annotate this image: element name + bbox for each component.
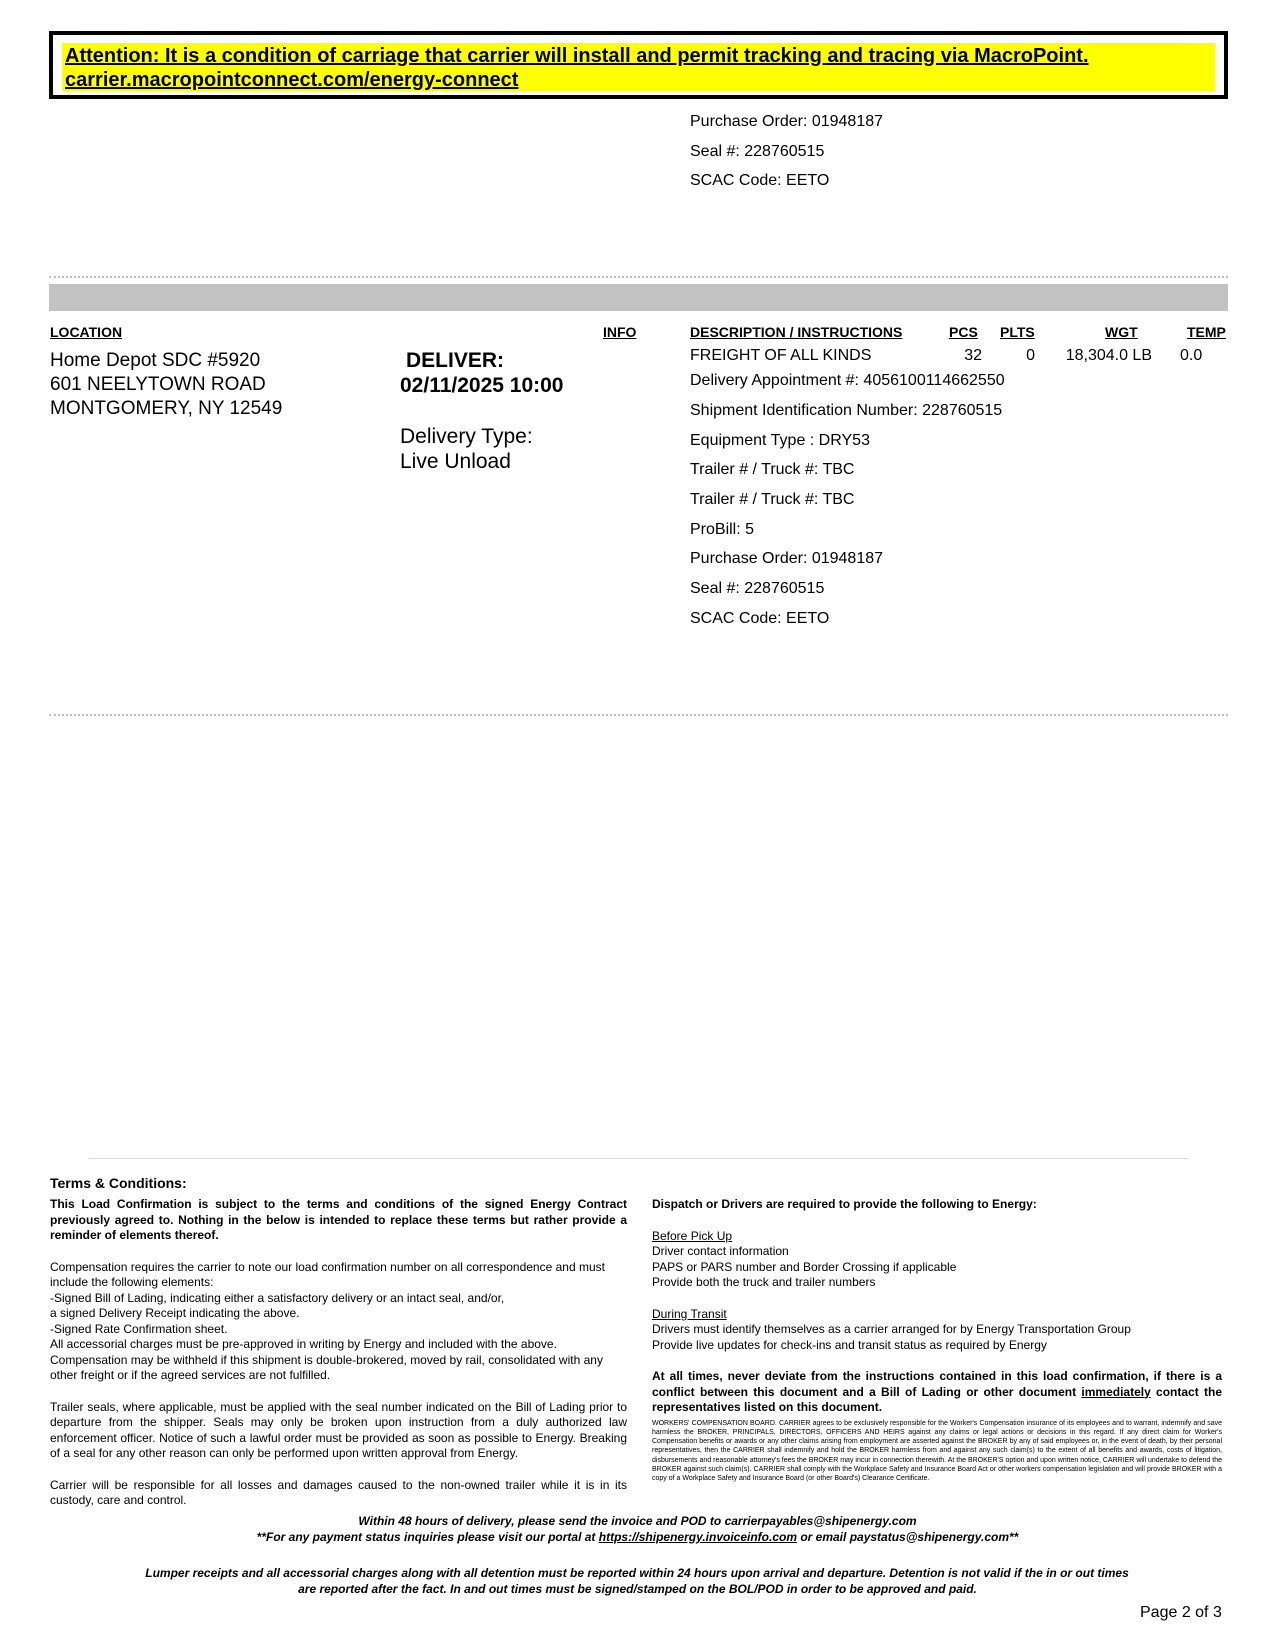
location-city: MONTGOMERY, NY 12549 xyxy=(50,398,283,419)
terms-left-column xyxy=(50,1197,627,1509)
macropoint-link[interactable]: carrier.macropointconnect.com/energy-connect xyxy=(65,69,519,91)
commodity-weight: 18,304.0 LB xyxy=(1065,347,1152,364)
immediately-emphasis: immediately xyxy=(1081,1384,1151,1399)
page-number: Page 2 of 3 xyxy=(1140,1604,1222,1621)
attention-highlight xyxy=(62,43,1215,91)
commodity-temp: 0.0 xyxy=(1180,347,1203,364)
instruction-line: Delivery Appointment #: 4056100114662550 xyxy=(690,372,1005,389)
header-info: INFO xyxy=(603,324,637,340)
attention-text: Attention: It is a condition of carriage that carrier will install and permit tracking and tracing via MacroPoint. xyxy=(65,45,1089,67)
header-pcs: PCS xyxy=(949,324,978,340)
invoice-instructions: Within 48 hours of delivery, please send the invoice and POD to carrierpayables@shipenergy.com xyxy=(358,1514,917,1528)
header-wgt: WGT xyxy=(1105,324,1138,340)
invoice-portal-link[interactable]: https://shipenergy.invoiceinfo.com xyxy=(598,1530,797,1544)
top-seal-number: Seal #: 228760515 xyxy=(690,143,825,160)
instruction-line: Purchase Order: 01948187 xyxy=(690,550,884,567)
delivery-type-label: Delivery Type: xyxy=(400,425,533,448)
detention-notice: are reported after the fact. In and out times must be signed/stamped on the BOL/POD in order to be approved and paid. xyxy=(298,1582,977,1596)
instruction-line: Equipment Type : DRY53 xyxy=(690,432,870,449)
during-transit-heading: During Transit xyxy=(652,1306,727,1321)
terms-divider xyxy=(89,1158,1189,1159)
deliver-label: DELIVER: xyxy=(406,349,505,372)
terms-right-column xyxy=(652,1197,1222,1484)
workers-compensation-clause: WORKERS' COMPENSATION BOARD. CARRIER agrees to be exclusively responsible for the Worker's Compensation insurance of its employees and to warrant, indemnify and save harmless the BROKER, PRINCIPALS, DIRECTORS, OFFICERS AND HEIRS against any claims or legal actions or decisions in this regard. If any direct claim for Worker's Compensation benefits or awards or any other claims arising from employment are asserted against the BROKER by any of said employees or, in the event of death, by their personal representatives, then the CARRIER shall indemnify and hold the BROKER harmless from and against any such claim(s) to the extent of all benefits and awards, costs of litigation, disbursements and reasonable attorney's fees the BROKER may incur in connection therewith. At the BROKER'S option and upon written notice, CARRIER will undertake to defend the BROKER against such claim(s). CARRIER shall comply with the Workplace Safety and Insurance Board Act or other workers compensation legislation and will provide BROKER with a copy of a Workplace Safety and Insurance Board (or other Board's) Clearance Certificate. xyxy=(652,1419,1222,1483)
terms-title: Terms & Conditions: xyxy=(50,1175,187,1191)
terms-compensation: Compensation requires the carrier to note our load confirmation number on all correspondence and must include the following elements: -Signed Bill of Lading, indicating either a satisfactory delivery or an intact seal, and/or, a signed Delivery Receipt indicating the above. -Signed Rate Confirmation sheet. All accessorial charges must be pre-approved in writing by Energy and included with the above. Compensation may be withheld if this shipment is double-brokered, moved by rail, consolidated with any other freight or if the agreed services are not fulfilled. xyxy=(50,1259,605,1382)
delivery-type-value: Live Unload xyxy=(400,450,511,473)
section-bar xyxy=(49,284,1228,311)
before-pickup-heading: Before Pick Up xyxy=(652,1228,733,1243)
terms-intro: This Load Confirmation is subject to the terms and conditions of the signed Energy Contract previously agreed to. Nothing in the below is intended to replace these terms but rather provide a reminder of elements thereof. xyxy=(50,1197,627,1242)
header-temp: TEMP xyxy=(1187,324,1226,340)
instruction-line: ProBill: 5 xyxy=(690,521,755,538)
instruction-line: Shipment Identification Number: 228760515 xyxy=(690,402,1003,419)
before-pickup-items: Driver contact information PAPS or PARS number and Border Crossing if applicable Provide both the truck and trailer numbers xyxy=(652,1244,957,1289)
at-all-times-notice: At all times, never deviate from the instructions contained in this load confirmation, if there is a conflict between this document and a Bill of Lading or other document immediately contact the representatives listed on this document. xyxy=(652,1369,1223,1414)
location-name: Home Depot SDC #5920 xyxy=(50,350,261,371)
commodity-plts: 0 xyxy=(1026,347,1035,364)
terms-trailer-seals: Trailer seals, where applicable, must be applied with the seal number indicated on the Bill of Lading prior to departure from the shipper. Seals may only be broken upon instruction from a duly authorized law enforcement officer. Notice of such a lawful order must be provided as soon as possible to Energy. Breaking of a seal for any other reason can only be performed upon written approval from Energy. xyxy=(50,1399,627,1460)
location-street: 601 NEELYTOWN ROAD xyxy=(50,374,266,395)
terms-trailer-liability: Carrier will be responsible for all losses and damages caused to the non-owned trailer while it is in its custody, care and control. xyxy=(50,1477,627,1507)
top-scac-code: SCAC Code: EETO xyxy=(690,172,830,189)
commodity-pcs: 32 xyxy=(964,347,982,364)
dotted-divider xyxy=(49,276,1228,278)
dotted-divider xyxy=(49,714,1228,716)
lumper-notice: Lumper receipts and all accessorial charges along with all detention must be reported within 24 hours upon arrival and departure. Detention is not valid if the in or out times xyxy=(145,1566,1129,1580)
dispatch-requirements-intro: Dispatch or Drivers are required to provide the following to Energy: xyxy=(652,1197,1037,1211)
payment-status-notice: **For any payment status inquiries please visit our portal at https://shipenergy.invoiceinfo.com or email paystatus@shipenergy.com** xyxy=(256,1530,1019,1544)
commodity-description: FREIGHT OF ALL KINDS xyxy=(690,347,872,364)
top-purchase-order: Purchase Order: 01948187 xyxy=(690,113,884,130)
instruction-line: Seal #: 228760515 xyxy=(690,580,825,597)
instruction-line: Trailer # / Truck #: TBC xyxy=(690,491,855,508)
header-description: DESCRIPTION / INSTRUCTIONS xyxy=(690,324,903,340)
instruction-line: SCAC Code: EETO xyxy=(690,610,830,627)
during-transit-items: Drivers must identify themselves as a carrier arranged for by Energy Transportation Group Provide live updates for check-ins and transit status as required by Energy xyxy=(652,1322,1131,1352)
attention-banner xyxy=(49,31,1228,99)
instruction-line: Trailer # / Truck #: TBC xyxy=(690,461,855,478)
header-plts: PLTS xyxy=(1000,324,1035,340)
header-location: LOCATION xyxy=(50,324,123,340)
deliver-datetime: 02/11/2025 10:00 xyxy=(400,374,564,397)
